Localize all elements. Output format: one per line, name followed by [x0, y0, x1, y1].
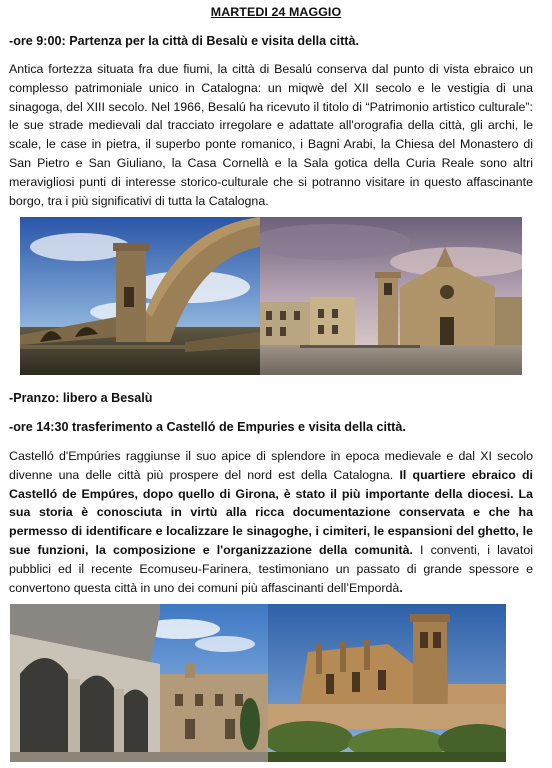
castello-closing-text: I conventi, i lavatoi pubblici ed il recente Ecomuseu-Farinera, testimoniano un passato di grande spessore e convertono questa città in uno dei comuni più affascinanti dell’Empordà — [9, 542, 533, 595]
day-title: MARTEDI 24 MAGGIO — [210, 5, 342, 19]
besalu-bridge-photo — [20, 217, 260, 375]
besalu-description: Antica fortezza situata fra due fiumi, la città di Besalú conserva dal punto di vista ebraico un complesso patrimoniale unico in Catalogna: un miqwè del XII secolo e le vestigia di una sinagoga, del XIII secolo. Nel 1966, Besalú ha ricevuto il titolo di “Patrimonio artistico culturale”: le sue strade medievali dal tracciato irregolare e adattate all'orografia della città, gli archi, le scale, le case in pietra, il superbo ponte romanico, i Bagni Arabi, la Chiesa del Monastero di San Pietro e San Giuliano, la Casa Cornellà e la Sala gotica della Curia Reale sono altri meravigliosi punti di interesse storico-culturale che si potranno visitare in questo affascinante borgo, tra i più significativi di tutta la Catalogna. — [9, 62, 533, 208]
besalu-square-photo — [260, 217, 522, 375]
castello-description — [9, 447, 533, 597]
lunch-note: -Pranzo: libero a Besalù — [9, 391, 153, 405]
castello-arcade-photo — [10, 604, 268, 762]
castello-cathedral-photo — [268, 604, 506, 762]
besalu-heading: -ore 9:00: Partenza per la città di Besalù e visita della città. — [9, 34, 359, 48]
castello-heading: -ore 14:30 trasferimento a Castelló de Empuries e visita della città. — [9, 420, 406, 434]
castello-final-period: . — [399, 580, 403, 595]
castello-intro-text: Castelló d'Empúries raggiunse il suo apice di splendore in epoca medievale e dal XI secolo divenne una delle città più prospere del nord est della Catalogna. — [9, 449, 533, 482]
castello-jewish-quarter-text: Il quartiere ebraico di Castelló de Empúres, dopo quello di Girona, è stato il più importante della diocesi. La sua storia è conosciuta in virtù alla ricca documentazione conservata e che ha permesso di identificare e localizzare le sinagoghe, i cimiteri, le espansioni del ghetto, le sue funzioni, la composizione e l'organizzazione della comunità. — [9, 467, 533, 557]
